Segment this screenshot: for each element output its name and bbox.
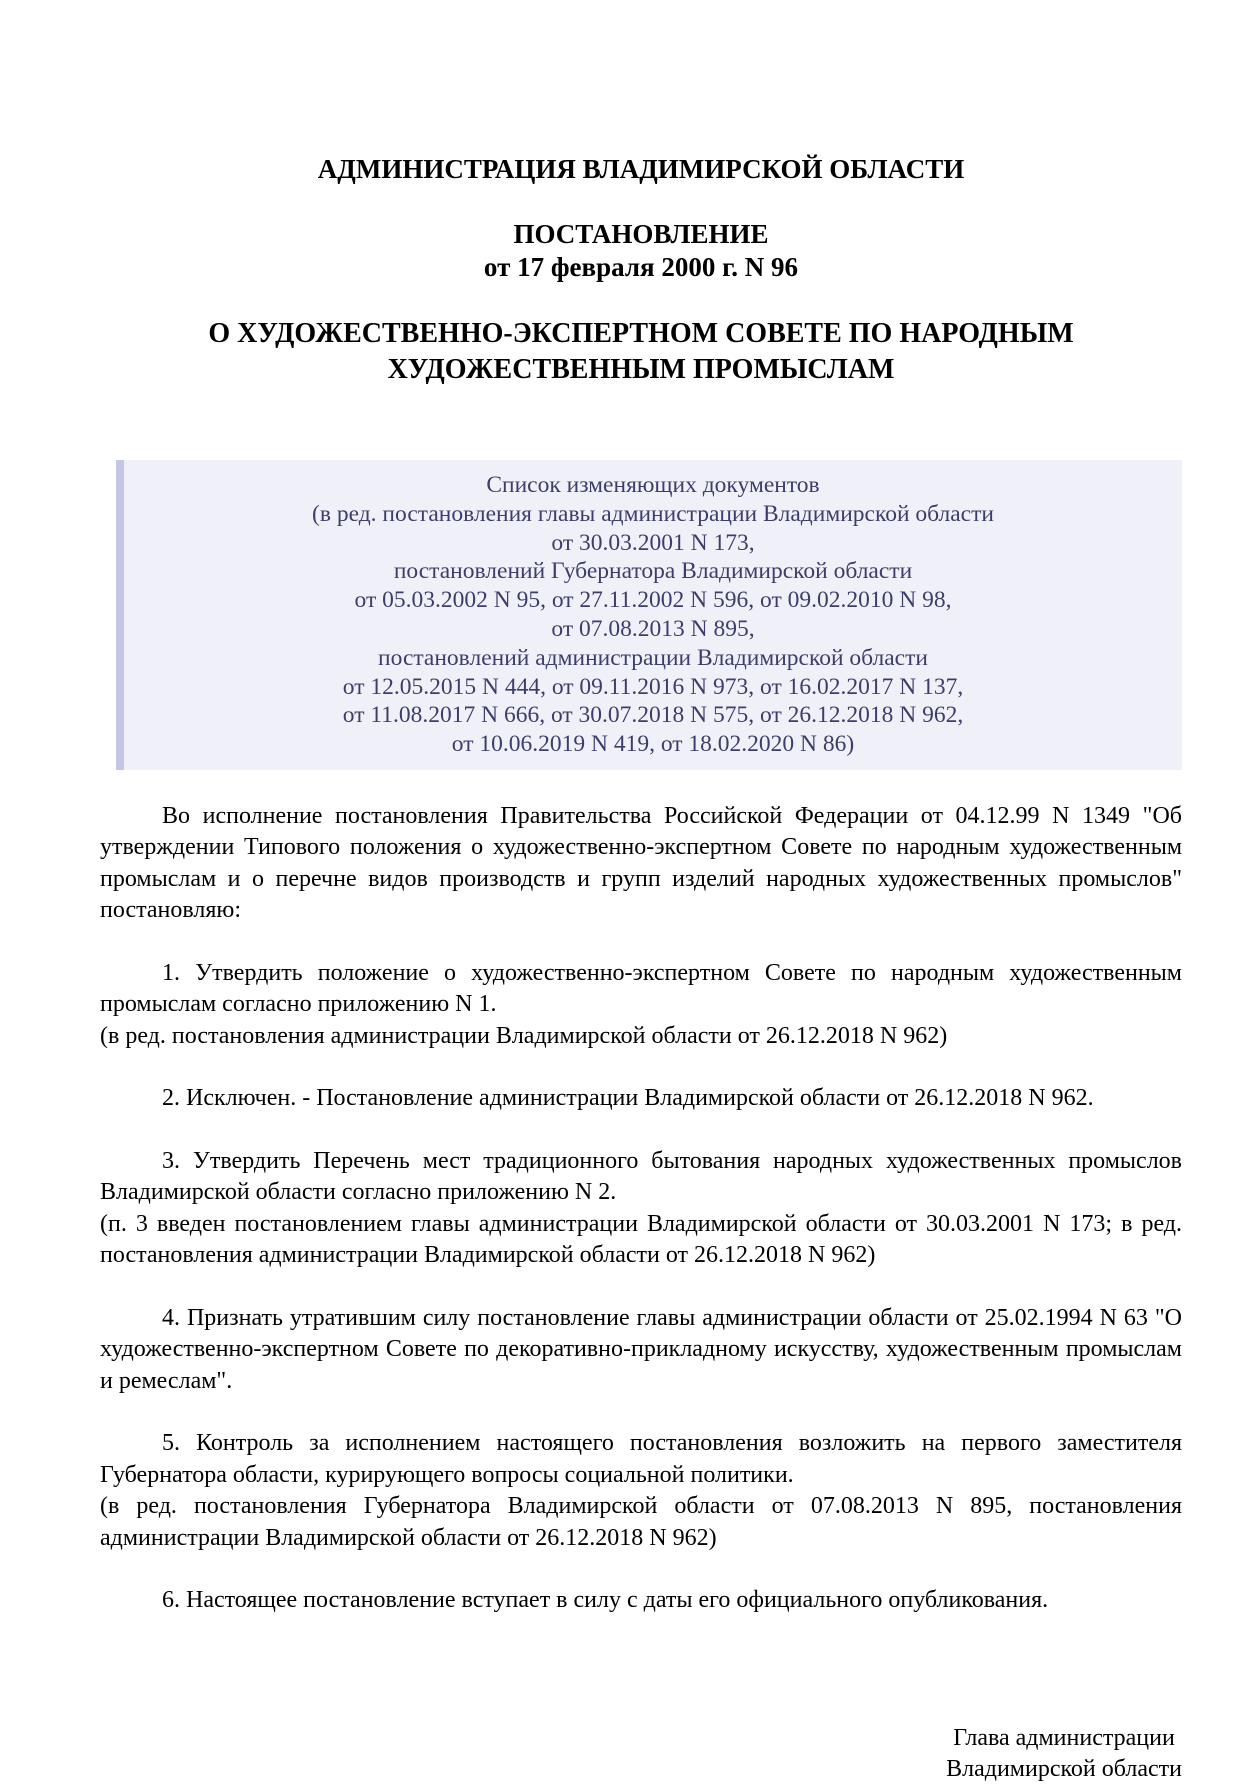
amendment-line: от 07.08.2013 N 895, xyxy=(551,615,755,642)
amendment-line: от 05.03.2002 N 95, от 27.11.2002 N 596, от 09.02.2010 N 98, xyxy=(354,587,952,614)
paragraph xyxy=(100,1083,1182,1115)
org-title: АДМИНИСТРАЦИЯ ВЛАДИМИРСКОЙ ОБЛАСТИ xyxy=(317,154,965,184)
amendment-line: Список изменяющих документов xyxy=(486,472,820,498)
paragraph-text: 2. Исключен. - Постановление администрации Владимирской области от 26.12.2018 N 962. xyxy=(162,1085,1094,1112)
paragraph-text: 3. Утвердить Перечень мест традиционного бытования народных художественных промыслов Владимирской области согласно приложению N 2. xyxy=(100,1147,1182,1206)
amendment-line: от 10.06.2019 N 419, от 18.02.2020 N 86) xyxy=(451,731,855,758)
signature-line-2: Владимирской области xyxy=(946,1756,1182,1783)
paragraph xyxy=(100,1585,1182,1617)
amendment-line: от 12.05.2015 N 444, от 09.11.2016 N 973, от 16.02.2017 N 137, xyxy=(342,673,964,700)
doc-date-number: от 17 февраля 2000 г. N 96 xyxy=(483,252,799,282)
paragraph-text: 1. Утвердить положение о художественно-экспертном Совете по народным художественным промыслам согласно приложению N 1. xyxy=(100,959,1182,1018)
amendment-note: (в ред. постановления администрации Владимирской области от 26.12.2018 N 962) xyxy=(100,1022,948,1049)
signature-line-1: Глава администрации xyxy=(953,1724,1175,1751)
paragraph xyxy=(100,801,1182,927)
doc-type: ПОСТАНОВЛЕНИЕ xyxy=(513,219,769,249)
amendment-line: постановлений Губернатора Владимирской области xyxy=(393,558,913,585)
amendment-line: от 11.08.2017 N 666, от 30.07.2018 N 575, от 26.12.2018 N 962, xyxy=(342,702,964,729)
amendment-line: (в ред. постановления главы администрации Владимирской области xyxy=(312,500,994,527)
amendment-line: постановлений администрации Владимирской области xyxy=(378,644,928,671)
amendment-line: от 30.03.2001 N 173, xyxy=(551,529,755,556)
paragraph-text: 4. Признать утратившим силу постановление главы администрации области от 25.02.1994 N 63 "О художественно-экспертном Совете по декоративно-прикладному искусству, художественным промыслам и ремеслам". xyxy=(100,1304,1182,1394)
paragraph-text: Во исполнение постановления Правительства Российской Федерации от 04.12.99 N 1349 "Об утверждении Типового положения о художественно-экспертном Совете по народным художественным промыслам и о перечне видов производств и групп изделий народных художественных промыслов" постановляю: xyxy=(100,802,1182,924)
paragraph-text: 5. Контроль за исполнением настоящего постановления возложить на первого заместителя Губернатора области, курирующего вопросы социальной политики. xyxy=(100,1430,1182,1488)
doc-subject: О ХУДОЖЕСТВЕННО-ЭКСПЕРТНОМ СОВЕТЕ ПО НАРОДНЫМ ХУДОЖЕСТВЕННЫМ ПРОМЫСЛАМ xyxy=(208,318,1074,385)
body-paragraphs xyxy=(100,801,1182,1617)
paragraph xyxy=(100,1303,1182,1398)
amendment-note: (в ред. постановления Губернатора Владимирской области от 07.08.2013 N 895, постановления администрации Владимирской области от 26.12.2018 N 962) xyxy=(100,1493,1182,1551)
paragraph xyxy=(100,1428,1182,1554)
amendments-box xyxy=(116,460,1182,770)
signature-block xyxy=(100,1723,1182,1786)
paragraph xyxy=(100,1146,1182,1272)
paragraph-text: 6. Настоящее постановление вступает в силу с даты его официального опубликования. xyxy=(162,1587,1049,1614)
signature-inner xyxy=(946,1723,1182,1786)
amendment-note: (п. 3 введен постановлением главы администрации Владимирской области от 30.03.2001 N 173; в ред. постановления администрации Владимирской области от 26.12.2018 N 962) xyxy=(100,1210,1182,1269)
paragraph xyxy=(100,958,1182,1053)
